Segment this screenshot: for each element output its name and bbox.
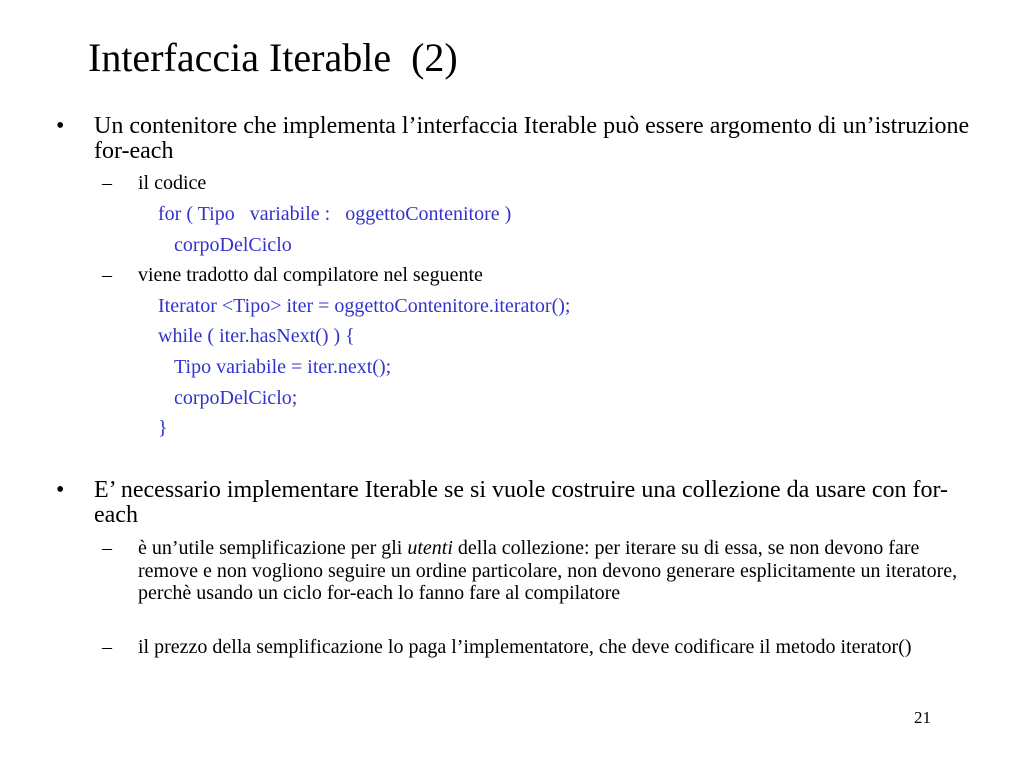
code-line: for ( Tipo variabile : oggettoContenitore ) — [158, 203, 512, 225]
code-line: Tipo variabile = iter.next(); — [174, 356, 392, 378]
sub-item-text: il codice — [138, 172, 207, 194]
sub-item-text: il prezzo della semplificazione lo paga l’implementatore, che deve codificare il metodo iterator() — [138, 636, 912, 658]
emphasis-utenti: utenti — [407, 537, 453, 559]
dash-icon: – — [102, 264, 112, 286]
sub-item-text — [138, 537, 978, 605]
bullet-icon: • — [56, 477, 65, 503]
code-line: } — [158, 417, 168, 439]
bullet-text: E’ necessario implementare Iterable se si vuole costruire una collezione da usare con for-each — [94, 477, 949, 528]
code-line: corpoDelCiclo; — [174, 387, 298, 409]
slide-title: Interfaccia Iterable (2) — [88, 35, 458, 80]
sub-item-text: viene tradotto dal compilatore nel seguente — [138, 264, 483, 286]
page-number: 21 — [914, 708, 931, 727]
text-segment: è un’utile semplificazione per gli — [138, 537, 408, 559]
code-line: Iterator <Tipo> iter = oggettoContenitore.iterator(); — [158, 295, 571, 317]
text-segment: della collezione: per iterare su di essa, se non devono fare remove e non vogliono seguire un ordine particolare, non devono generare esplicitamente un iteratore, perchè usando un ciclo for-each lo fanno fare al compilatore — [138, 537, 958, 604]
code-line: while ( iter.hasNext() ) { — [158, 325, 355, 347]
dash-icon: – — [102, 172, 112, 194]
code-line: corpoDelCiclo — [174, 234, 292, 256]
bullet-icon: • — [56, 113, 65, 139]
bullet-text: Un contenitore che implementa l’interfaccia Iterable può essere argomento di un’istruzione for-each — [94, 113, 970, 164]
dash-icon: – — [102, 537, 112, 559]
dash-icon: – — [102, 636, 112, 658]
